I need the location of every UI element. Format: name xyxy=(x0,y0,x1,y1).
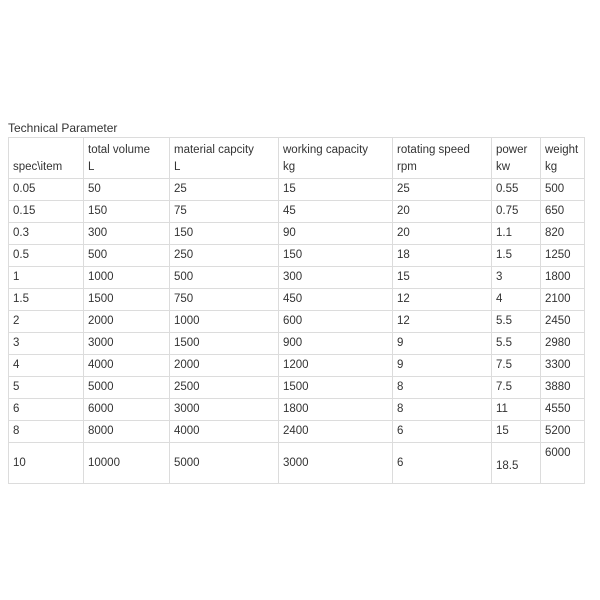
table-cell: 820 xyxy=(541,223,585,245)
table-cell: 3000 xyxy=(279,443,393,484)
header-cell-weight: weight kg xyxy=(541,138,585,179)
table-cell: 25 xyxy=(393,179,492,201)
table-cell: 300 xyxy=(279,267,393,289)
table-cell: 5.5 xyxy=(492,333,541,355)
table-cell: 7.5 xyxy=(492,355,541,377)
table-cell: 75 xyxy=(170,201,279,223)
table-cell: 150 xyxy=(84,201,170,223)
table-cell: 300 xyxy=(84,223,170,245)
table-cell: 150 xyxy=(279,245,393,267)
table-row xyxy=(9,179,585,201)
table-cell: 18 xyxy=(393,245,492,267)
table-cell: 10 xyxy=(9,443,84,484)
table-cell: 2000 xyxy=(84,311,170,333)
header-cell-material-capacity: material capcity L xyxy=(170,138,279,179)
table-cell: 6000 xyxy=(84,399,170,421)
table-row xyxy=(9,377,585,399)
table-cell: 1.5 xyxy=(9,289,84,311)
table-cell: 2400 xyxy=(279,421,393,443)
table-cell: 12 xyxy=(393,311,492,333)
technical-parameter-table xyxy=(8,137,585,484)
table-cell: 5200 xyxy=(541,421,585,443)
table-cell: 4 xyxy=(492,289,541,311)
table-cell: 1800 xyxy=(279,399,393,421)
table-cell: 2500 xyxy=(170,377,279,399)
table-row xyxy=(9,443,585,484)
table-cell: 1000 xyxy=(170,311,279,333)
table-cell: 500 xyxy=(84,245,170,267)
table-row xyxy=(9,333,585,355)
table-cell: 2 xyxy=(9,311,84,333)
table-row xyxy=(9,223,585,245)
table-cell: 2980 xyxy=(541,333,585,355)
table-cell: 1.5 xyxy=(492,245,541,267)
table-cell: 90 xyxy=(279,223,393,245)
table-row xyxy=(9,355,585,377)
table-cell: 11 xyxy=(492,399,541,421)
table-cell: 1 xyxy=(9,267,84,289)
table-cell: 1000 xyxy=(84,267,170,289)
table-cell: 3880 xyxy=(541,377,585,399)
table-row xyxy=(9,311,585,333)
table-cell: 15 xyxy=(279,179,393,201)
table-cell: 6 xyxy=(9,399,84,421)
table-cell: 45 xyxy=(279,201,393,223)
table-row xyxy=(9,421,585,443)
table-cell: 3000 xyxy=(170,399,279,421)
table-cell: 8 xyxy=(393,377,492,399)
table-cell: 2000 xyxy=(170,355,279,377)
table-cell: 15 xyxy=(492,421,541,443)
table-cell: 600 xyxy=(279,311,393,333)
header-cell-rotating-speed: rotating speed rpm xyxy=(393,138,492,179)
table-cell: 1500 xyxy=(84,289,170,311)
table-cell: 9 xyxy=(393,333,492,355)
table-cell: 1500 xyxy=(279,377,393,399)
table-cell: 9 xyxy=(393,355,492,377)
table-cell: 4000 xyxy=(170,421,279,443)
table-cell: 450 xyxy=(279,289,393,311)
table-row xyxy=(9,245,585,267)
header-cell-working-capacity: working capacity kg xyxy=(279,138,393,179)
table-cell: 6000 xyxy=(541,443,585,484)
table-cell: 1200 xyxy=(279,355,393,377)
table-cell: 500 xyxy=(170,267,279,289)
table-cell: 150 xyxy=(170,223,279,245)
table-cell: 4550 xyxy=(541,399,585,421)
table-cell: 1500 xyxy=(170,333,279,355)
table-cell: 1800 xyxy=(541,267,585,289)
table-cell: 4 xyxy=(9,355,84,377)
table-row xyxy=(9,289,585,311)
table-cell: 8 xyxy=(9,421,84,443)
table-cell: 3000 xyxy=(84,333,170,355)
table-cell: 10000 xyxy=(84,443,170,484)
table-cell: 4000 xyxy=(84,355,170,377)
table-cell: 3 xyxy=(9,333,84,355)
table-cell: 0.05 xyxy=(9,179,84,201)
table-row xyxy=(9,201,585,223)
table-cell: 2450 xyxy=(541,311,585,333)
table-caption: Technical Parameter xyxy=(8,121,118,135)
table-cell: 0.5 xyxy=(9,245,84,267)
table-cell: 750 xyxy=(170,289,279,311)
table-cell: 18.5 xyxy=(492,443,541,484)
table-cell: 3300 xyxy=(541,355,585,377)
header-cell-total-volume: total volume L xyxy=(84,138,170,179)
table-cell: 12 xyxy=(393,289,492,311)
table-cell: 5000 xyxy=(84,377,170,399)
table-cell: 1250 xyxy=(541,245,585,267)
table-cell: 5 xyxy=(9,377,84,399)
table-cell: 8 xyxy=(393,399,492,421)
table-row xyxy=(9,399,585,421)
table-cell: 0.75 xyxy=(492,201,541,223)
header-cell-power: power kw xyxy=(492,138,541,179)
table-cell: 0.55 xyxy=(492,179,541,201)
table-cell: 5000 xyxy=(170,443,279,484)
table-cell: 250 xyxy=(170,245,279,267)
table-cell: 650 xyxy=(541,201,585,223)
header-cell-spec: spec\item xyxy=(9,138,84,179)
table-cell: 50 xyxy=(84,179,170,201)
table-cell: 5.5 xyxy=(492,311,541,333)
table-row xyxy=(9,267,585,289)
table-cell: 0.3 xyxy=(9,223,84,245)
table-cell: 1.1 xyxy=(492,223,541,245)
table-cell: 8000 xyxy=(84,421,170,443)
table-header-row xyxy=(9,138,585,179)
table-cell: 20 xyxy=(393,201,492,223)
table-cell: 7.5 xyxy=(492,377,541,399)
table-cell: 2100 xyxy=(541,289,585,311)
table-cell: 900 xyxy=(279,333,393,355)
table-cell: 15 xyxy=(393,267,492,289)
table-cell: 0.15 xyxy=(9,201,84,223)
table-cell: 20 xyxy=(393,223,492,245)
table-cell: 6 xyxy=(393,421,492,443)
table-cell: 25 xyxy=(170,179,279,201)
table-cell: 3 xyxy=(492,267,541,289)
table-cell: 6 xyxy=(393,443,492,484)
table-cell: 500 xyxy=(541,179,585,201)
